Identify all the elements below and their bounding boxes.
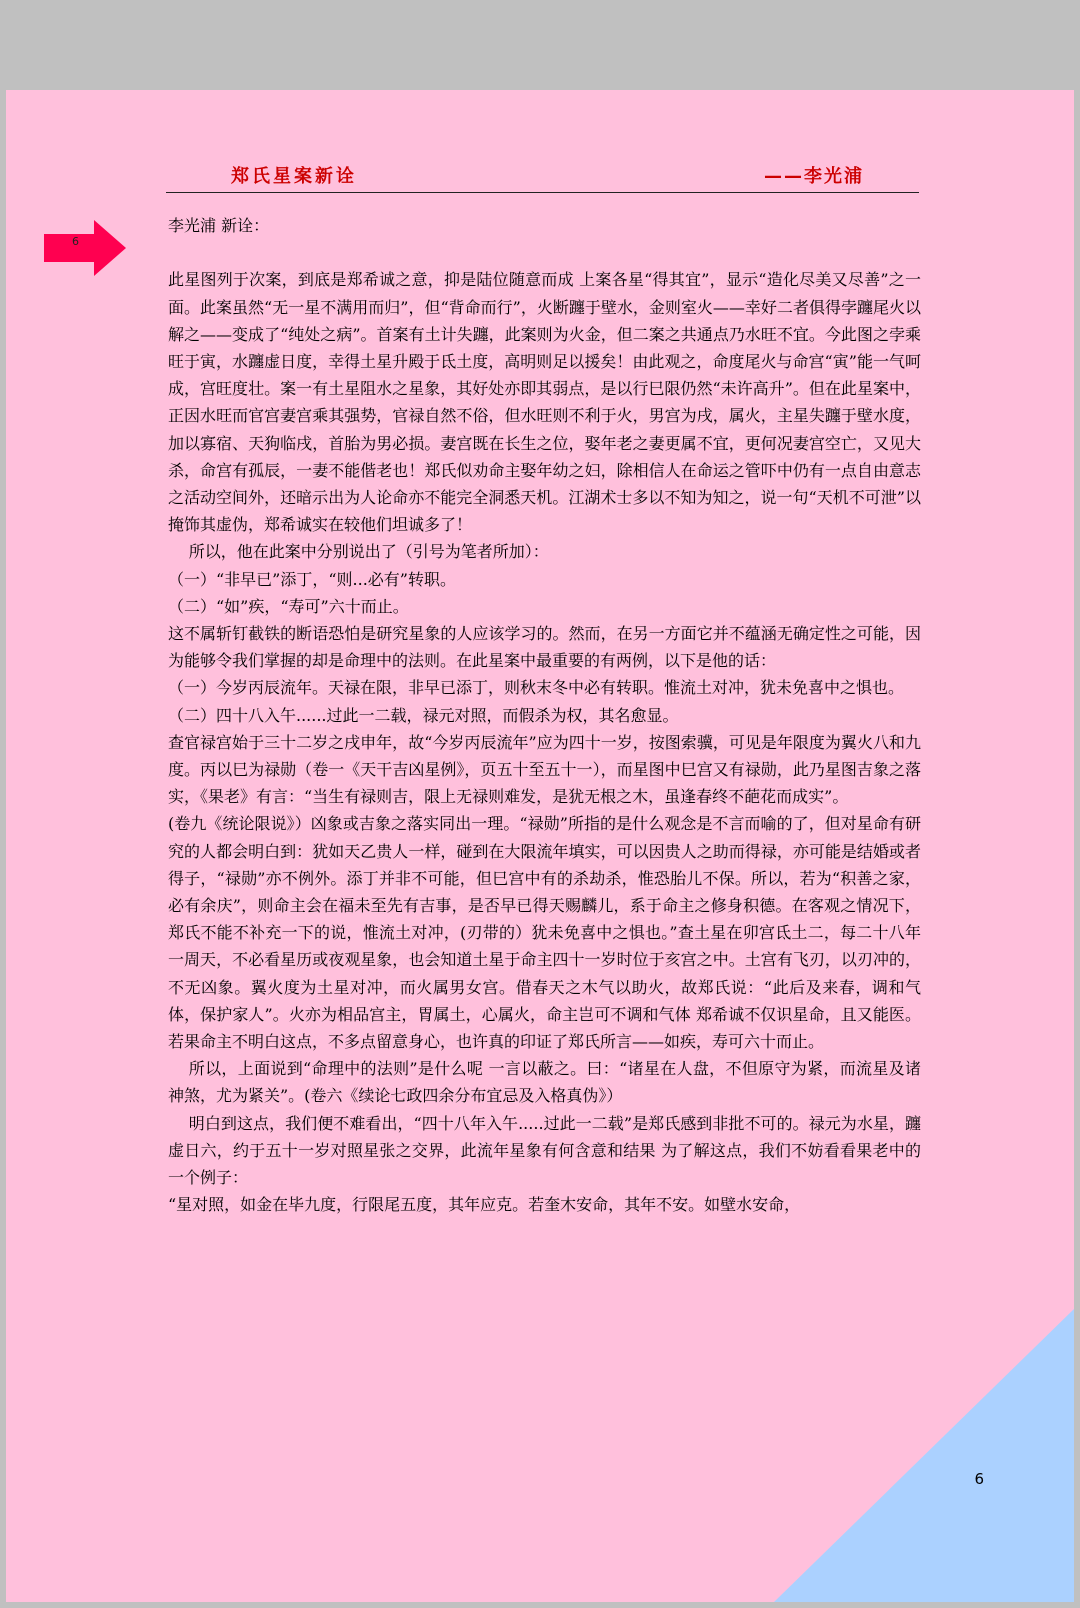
paragraph: （二）“如”疾，“寿可”六十而止。 [168, 596, 409, 616]
paragraph: （一）“非早已”添丁，“则...必有”转职。 [168, 569, 456, 589]
page-marker-label: 6 [72, 235, 79, 248]
paragraph: 明白到这点，我们便不难看出，“四十八年入午.....过此一二载”是郑氏感到非批不可的。禄元为水星，躔虚日六，约于五十一岁对照星张之交界，此流年星象有何含意和结果 为了解这点，我们不妨看看果老中的一个例子： [168, 1113, 921, 1188]
paragraph: 这不属斩钉截铁的断语恐怕是研究星象的人应该学习的。然而，在另一方面它并不蕴涵无确定性之可能，因为能够令我们掌握的却是命理中的法则。在此星案中最重要的有两例，以下是他的话： [168, 624, 921, 671]
page-marker-arrow-icon [44, 220, 126, 276]
intro-line: 李光浦 新诠： [168, 216, 270, 235]
paragraph: (卷九《统论限说》）凶象或吉象之落实同出一理。“禄勋”所指的是什么观念是不言而喻的了，但对星命有研究的人都会明白到：犹如天乙贵人一样，碰到在大限流年填实，可以因贵人之助而得禄，亦可能是结婚或者得子，“禄勋”亦不例外。添丁并非不可能，但巳宫中有的杀劫杀，惟恐胎儿不保。所以，若为“积善之家，必有余庆”，则命主会在福未至先有吉事，是否早已得天赐麟儿，系于命主之修身积德。在客观之情况下，郑氏不能不补充一下的说，惟流土对冲，(刃带的）犹未免喜中之惧也。”查土星在卯宫氐土二，每二十八年一周天，不必看星历或夜观星象，也会知道土星于命主四十一岁时位于亥宫之中。土宫有飞刃，以刃冲的，不无凶象。翼火度为土星对冲，而火属男女宫。借春天之木气以助火，故郑氏说：“此后及来春，调和气体，保护家人”。火亦为相品宫主，胃属土，心属火，命主岂可不调和气体 郑希诚不仅识星命，且又能医。若果命主不明白这点，不多点留意身心，也许真的印证了郑氏所言——如疾，寿可六十而止。 [168, 814, 921, 1052]
paragraph: （二）四十八入午......过此一二载，禄元对照，而假杀为权，其名愈显。 [168, 705, 679, 725]
body-text [168, 212, 921, 1219]
paragraph: 此星图列于次案，到底是郑希诚之意，抑是陆位随意而成 上案各星“得其宜”，显示“造化尽美又尽善”之一面。此案虽然“无一星不满用而归”，但“背命而行”，火断躔于壁水，金则室火——幸好二者俱得孛躔尾火以解之——变成了“纯处之病”。首案有土计失躔，此案则为火金，但二案之共通点乃水旺不宜。今此图之孛乘旺于寅，水躔虚日度，幸得土星升殿于氐土度，高明则足以援矣！由此观之，命度尾火与命宫“寅”能一气呵成，宫旺度壮。案一有土星阻水之星象，其好处亦即其弱点，是以行巳限仍然“未许高升”。但在此星案中，正因水旺而官宫妻宫乘其强势，官禄自然不俗，但水旺则不利于火，男宫为戌，属火，主星失躔于壁水度，加以寡宿、天狗临戌，首胎为男必损。妻宫既在长生之位，娶年老之妻更属不宜，更何况妻宫空亡，又见大杀，命宫有孤辰，一妻不能偕老也！郑氏似劝命主娶年幼之妇，除相信人在命运之管吓中仍有一点自由意志之活动空间外，还暗示出为人论命亦不能完全洞悉天机。江湖术士多以不知为知之，说一句“天机不可泄”以掩饰其虚伪，郑希诚实在较他们坦诚多了！ [168, 270, 921, 535]
corner-decoration [774, 1309, 1074, 1602]
document-page [6, 90, 1074, 1602]
paragraph: 所以，上面说到“命理中的法则”是什么呢 一言以蔽之。曰：“诸星在人盘，不但原守为紧，而流星及诸神煞，尤为紧关”。(卷六《续论七政四余分布宜忌及入格真伪》） [168, 1059, 921, 1106]
paragraph: （一）今岁丙辰流年。天禄在限，非早已添丁，则秋末冬中必有转职。惟流土对冲，犹未免喜中之惧也。 [168, 678, 905, 698]
page-number: 6 [974, 1470, 984, 1488]
header-title: 郑氏星案新诠 [231, 166, 357, 187]
paragraph: 查官禄宫始于三十二岁之戌申年，故“今岁丙辰流年”应为四十一岁，按图索骥，可见是年限度为翼火八和九度。丙以巳为禄勋（卷一《天干吉凶星例》，页五十至五十一），而星图中巳宫又有禄勋，此乃星图吉象之落实，《果老》有言：“当生有禄则吉，限上无禄则难发，是犹无根之木，虽逢春终不葩花而成实”。 [168, 732, 921, 807]
paragraph: 所以，他在此案中分别说出了（引号为笔者所加）： [188, 542, 549, 562]
page-header [166, 160, 919, 193]
paragraph: “星对照，如金在毕九度，行限尾五度，其年应克。若奎木安命，其年不安。如壁水安命， [168, 1195, 801, 1215]
header-author: ——李光浦 [764, 166, 864, 187]
